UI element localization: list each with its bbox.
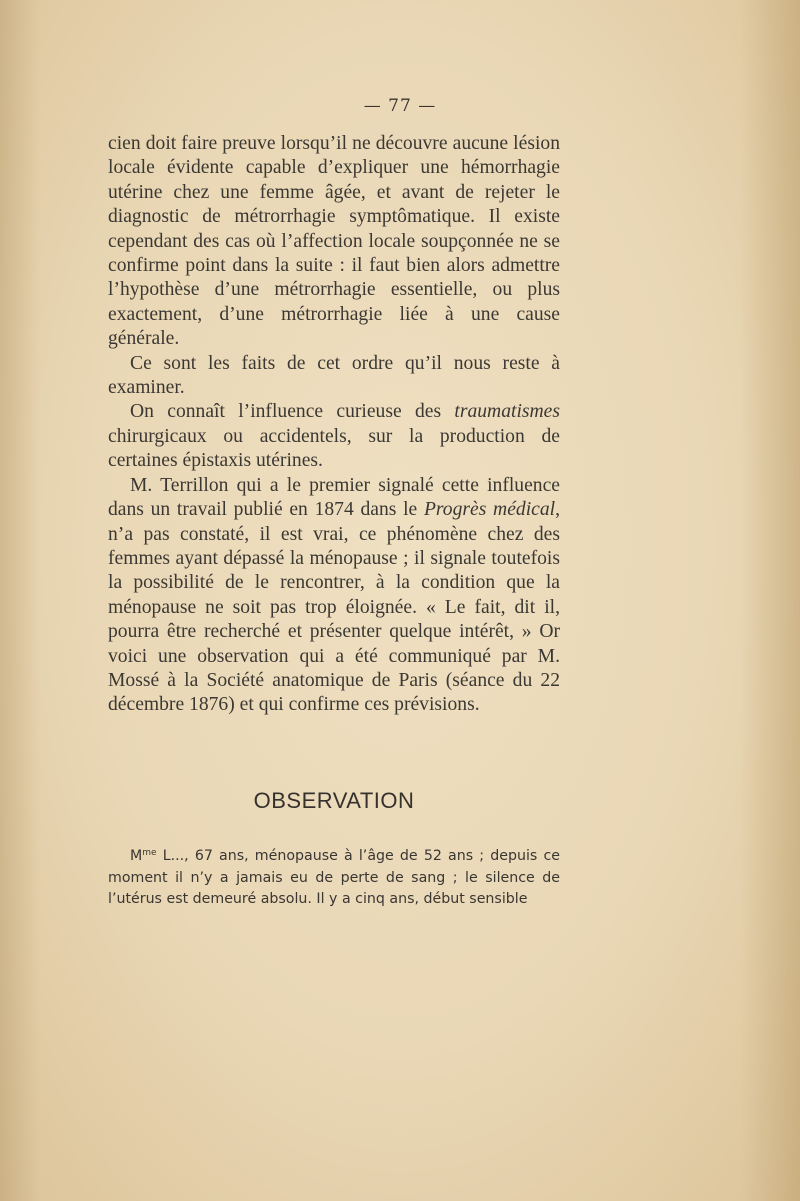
observation-body: L..., 67 ans, ménopause à l’âge de 52 ans ; depuis ce moment il n’y a jamais eu de perte de sang ; le silence de l’utérus est demeuré absolu. Il y a cinq ans, début sensible — [108, 848, 560, 907]
paragraph-4-text-b: , n’a pas constaté, il est vrai, ce phénomène chez des femmes ayant dépassé la ménopause ; il signale toutefois la possibilité de le rencontrer, à la condition que la ménopause ne soit pas trop éloignée. « Le fait, dit il, pourra être recherché et présenter quelque intérêt, » Or voici une observation qui a été communiqué par M. Mossé à la Société anatomique de Paris (séance du 22 décembre 1876) et qui confirme ces prévisions. — [108, 499, 560, 716]
page-edge-shadow-left — [0, 0, 40, 1201]
observation-title-sup: me — [142, 848, 157, 858]
paragraph-3-italic: traumatismes — [454, 401, 560, 423]
observation-heading: OBSERVATION — [253, 788, 415, 813]
body-text — [108, 132, 560, 718]
paragraph-3-text-a: On connaît l’influence curieuse des — [130, 401, 455, 423]
paragraph-4 — [108, 474, 560, 718]
observation-title-abbr: M — [130, 848, 143, 864]
paragraph-4-italic: Progrès médical — [423, 499, 556, 521]
page-number: — 77 — — [363, 96, 437, 116]
paragraph-3-text-b: chirurgicaux ou accidentels, sur la production de certaines épistaxis utérines. — [108, 425, 560, 472]
observation-paragraph — [108, 843, 560, 911]
paragraph-3 — [108, 400, 560, 473]
paragraph-4-text-a: M. Terrillon qui a le premier signalé cette influence dans un travail publié en 1874 dans le — [108, 474, 560, 521]
observation-text — [108, 843, 560, 911]
paragraph-1: cien doit faire preuve lorsqu’il ne découvre aucune lésion locale évidente capable d’expliquer une hémorrhagie utérine chez une femme âgée, et avant de rejeter le diagnostic de métrorrhagie symptômatique. Il existe cependant des cas où l’affection locale soupçonnée ne se confirme point dans la suite : il faut bien alors admettre l’hypothèse d’une métrorrhagie essentielle, ou plus exactement, d’une métrorrhagie liée à une cause générale. — [108, 133, 560, 350]
page-edge-shadow-right — [740, 0, 800, 1201]
paragraph-2: Ce sont les faits de cet ordre qu’il nous reste à examiner. — [108, 352, 560, 399]
